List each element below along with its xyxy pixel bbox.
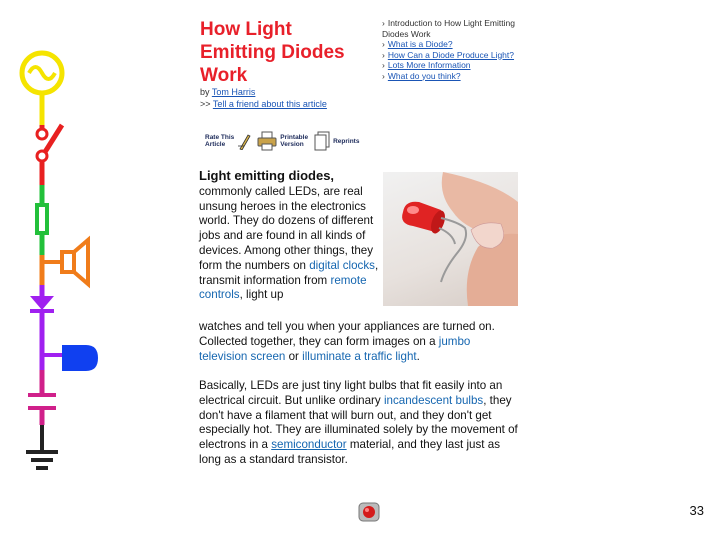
paragraph-1-wide: watches and tell you when your appliances are turned on. Collected together, they can form images on a jumbo television screen or illuminate a traffic light. [199,320,495,363]
next-slide-button[interactable] [358,502,380,522]
digital-clocks-link[interactable]: digital clocks [309,258,375,272]
double-arrow-icon: >> [200,99,211,109]
related-what-is-diode-link[interactable]: What is a Diode? [387,39,453,49]
title-line: Emitting Diodes [200,42,345,63]
related-links [382,18,517,81]
resistor-icon [37,185,47,255]
related-intro: Introduction to How Light Emitting Diodes Work [382,18,515,39]
reprints-button[interactable]: Reprints [314,131,359,151]
related-produce-light-link[interactable]: How Can a Diode Produce Light? [387,49,515,60]
printer-icon [257,131,277,151]
by-label: by [200,87,210,97]
switch-icon [37,125,62,185]
remote-controls-link[interactable]: remote controls [199,273,367,302]
document-icon [314,131,330,151]
traffic-light-link[interactable]: illuminate a traffic light [302,349,417,363]
list-item[interactable]: › What do you think? [382,70,461,81]
lamp-icon [62,345,98,371]
rate-article-button[interactable]: Rate This Article [205,132,251,150]
incandescent-bulbs-link[interactable]: incandescent bulbs [383,393,484,407]
related-what-think-link[interactable]: What do you think? [387,70,461,81]
list-item: › Introduction to How Light Emitting Diodes Work [382,18,515,39]
diode-icon [30,285,62,370]
tell-friend-link[interactable]: Tell a friend about this article [212,99,327,109]
speaker-icon [42,240,88,290]
title-line: How Light [200,19,292,40]
list-item[interactable]: › How Can a Diode Produce Light? [382,49,515,60]
page-number: 33 [689,503,704,518]
paragraph-1-narrow: Light emitting diodes, commonly called LEDs, are real unsung heroes in the electronics world. They do dozens of different jobs and are found in all kinds of devices. Among other things, they form the numbers on digital clocks, transmit information from remote controls, light up [199,168,379,302]
pencil-icon [237,132,251,150]
author-link[interactable]: Tom Harris [211,87,256,97]
semiconductor-link[interactable]: semiconductor [271,438,347,452]
article-tools [205,128,359,154]
ground-icon [26,425,58,468]
jumbo-tv-link[interactable]: jumbo television screen [199,334,471,363]
related-more-info-link[interactable]: Lots More Information [387,60,471,70]
title-line: Work [200,65,248,86]
printable-version-button[interactable]: Printable Version [257,131,308,151]
list-item[interactable]: › What is a Diode? [382,39,453,49]
capacitor-icon [28,370,56,425]
led-photo [383,172,518,306]
led-in-fingers-image [383,172,518,306]
ac-source-icon [22,53,62,125]
byline [200,86,327,110]
paragraph-2: Basically, LEDs are just tiny light bulbs that fit easily into an electrical circuit. But unlike ordinary incandescent bulbs, they don't have a filament that will burn out, and they don't get especially hot. They are illuminated solely by the movement of electrons in a semiconductor material, and they last just as long as a standard transistor. [199,379,518,466]
article-title [200,18,365,87]
circuit-decoration [0,0,110,540]
list-item[interactable]: › Lots More Information [382,60,471,70]
